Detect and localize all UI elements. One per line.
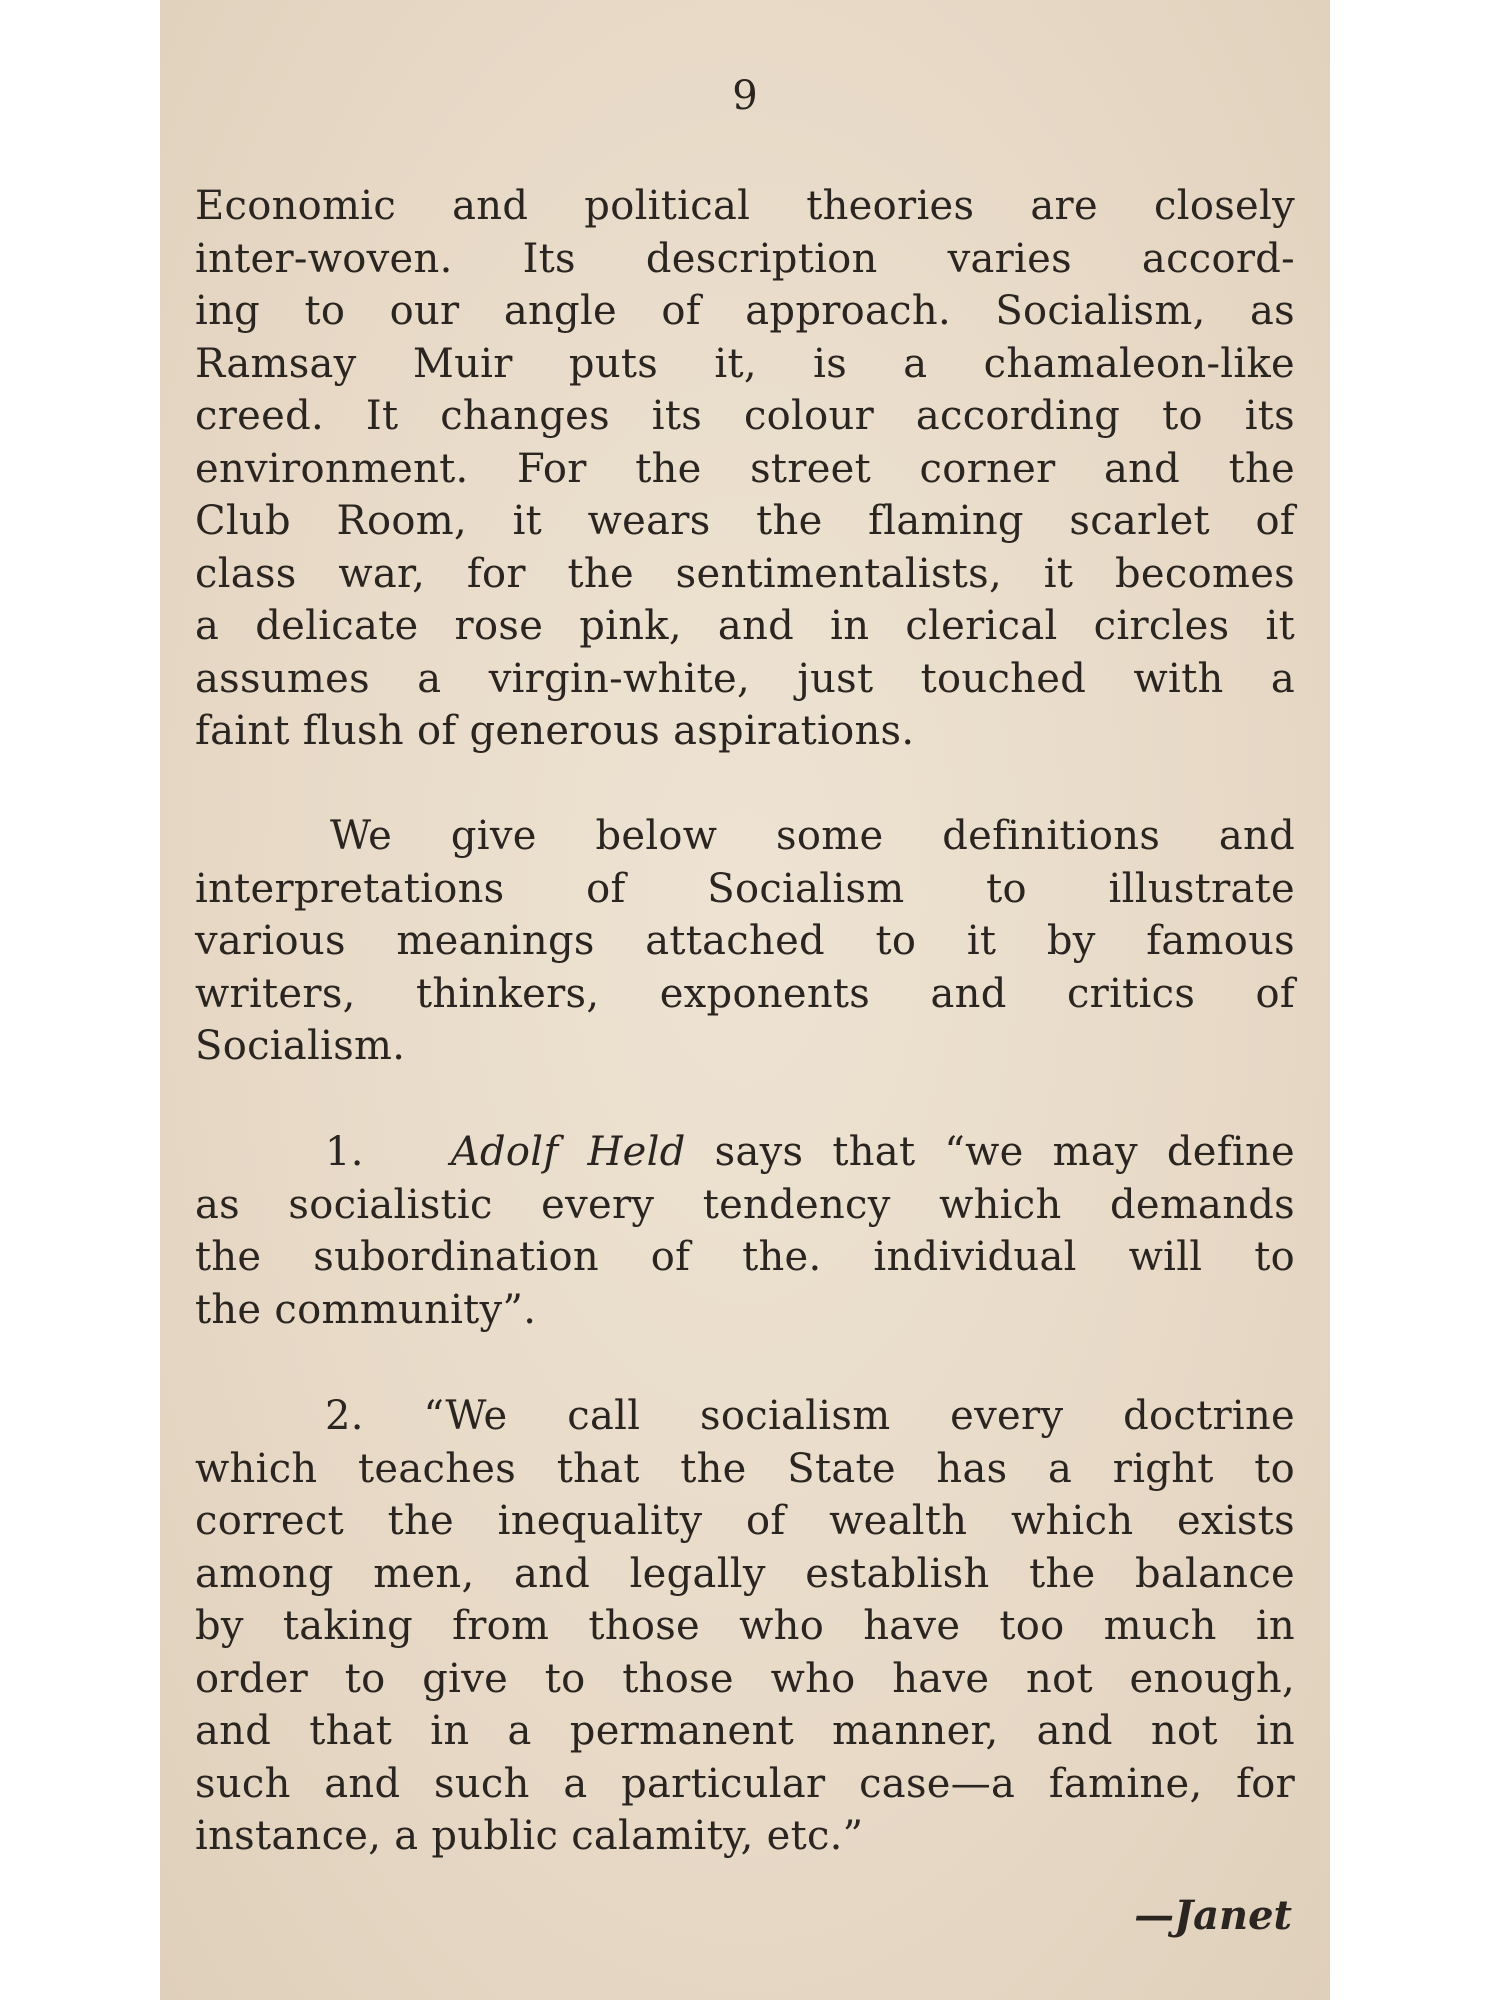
- text-line: class war, for the sentimentalists, it becomes: [195, 550, 1295, 597]
- definition-item-1: [195, 1126, 1295, 1336]
- paragraph-definitions-intro: [195, 810, 1295, 1073]
- text-line: We give below some definitions and: [330, 813, 1295, 859]
- text-line: a delicate rose pink, and in clerical circles it: [195, 603, 1295, 649]
- text-line: writers, thinkers, exponents and critics of: [195, 970, 1295, 1017]
- text-line: which teaches that the State has a right to: [195, 1445, 1295, 1492]
- item-number: 1.: [325, 1129, 364, 1175]
- text-line: [195, 1126, 1295, 1179]
- book-page: [160, 0, 1330, 2000]
- text-line: Socialism.: [195, 1023, 406, 1069]
- text-line: Economic and political theories are closely: [195, 183, 1295, 229]
- text-line: by taking from those who have too much in: [195, 1603, 1295, 1649]
- quote-attribution: —Janet: [1134, 1892, 1292, 1939]
- definition-item-2: [195, 1390, 1295, 1863]
- paragraph-intro: [195, 180, 1295, 758]
- text-line: environment. For the street corner and the: [195, 445, 1295, 492]
- text-line: inter-woven. Its description varies accord-: [195, 235, 1295, 282]
- text-line: assumes a virgin-white, just touched with a: [195, 655, 1295, 702]
- page-number: 9: [732, 73, 758, 119]
- text-line: and that in a permanent manner, and not in: [195, 1708, 1295, 1754]
- text-line: creed. It changes its colour according to its: [195, 393, 1295, 439]
- text-line: ing to our angle of approach. Socialism, as: [195, 288, 1295, 334]
- text-line: interpretations of Socialism to illustrate: [195, 865, 1295, 912]
- text-line: instance, a public calamity, etc.”: [195, 1813, 864, 1859]
- text-line: such and such a particular case—a famine, for: [195, 1760, 1295, 1807]
- text-line: as socialistic every tendency which demands: [195, 1181, 1295, 1228]
- text-line: Ramsay Muir puts it, is a chamaleon-like: [195, 340, 1295, 387]
- text-line: order to give to those who have not enough,: [195, 1655, 1295, 1702]
- author-name: Adolf Held: [450, 1129, 686, 1175]
- text-line: correct the inequality of wealth which exists: [195, 1498, 1295, 1544]
- text-line: the community”.: [195, 1286, 537, 1333]
- text-line: among men, and legally establish the balance: [195, 1550, 1295, 1597]
- text-line: Club Room, it wears the flaming scarlet of: [195, 498, 1295, 544]
- text-line: the subordination of the. individual will to: [195, 1234, 1295, 1280]
- text-line: 2. “We call socialism every doctrine: [325, 1393, 1295, 1439]
- text-line: various meanings attached to it by famous: [195, 918, 1295, 964]
- text-line: faint flush of generous aspirations.: [195, 708, 915, 754]
- item-text: says that “we may define: [714, 1129, 1295, 1175]
